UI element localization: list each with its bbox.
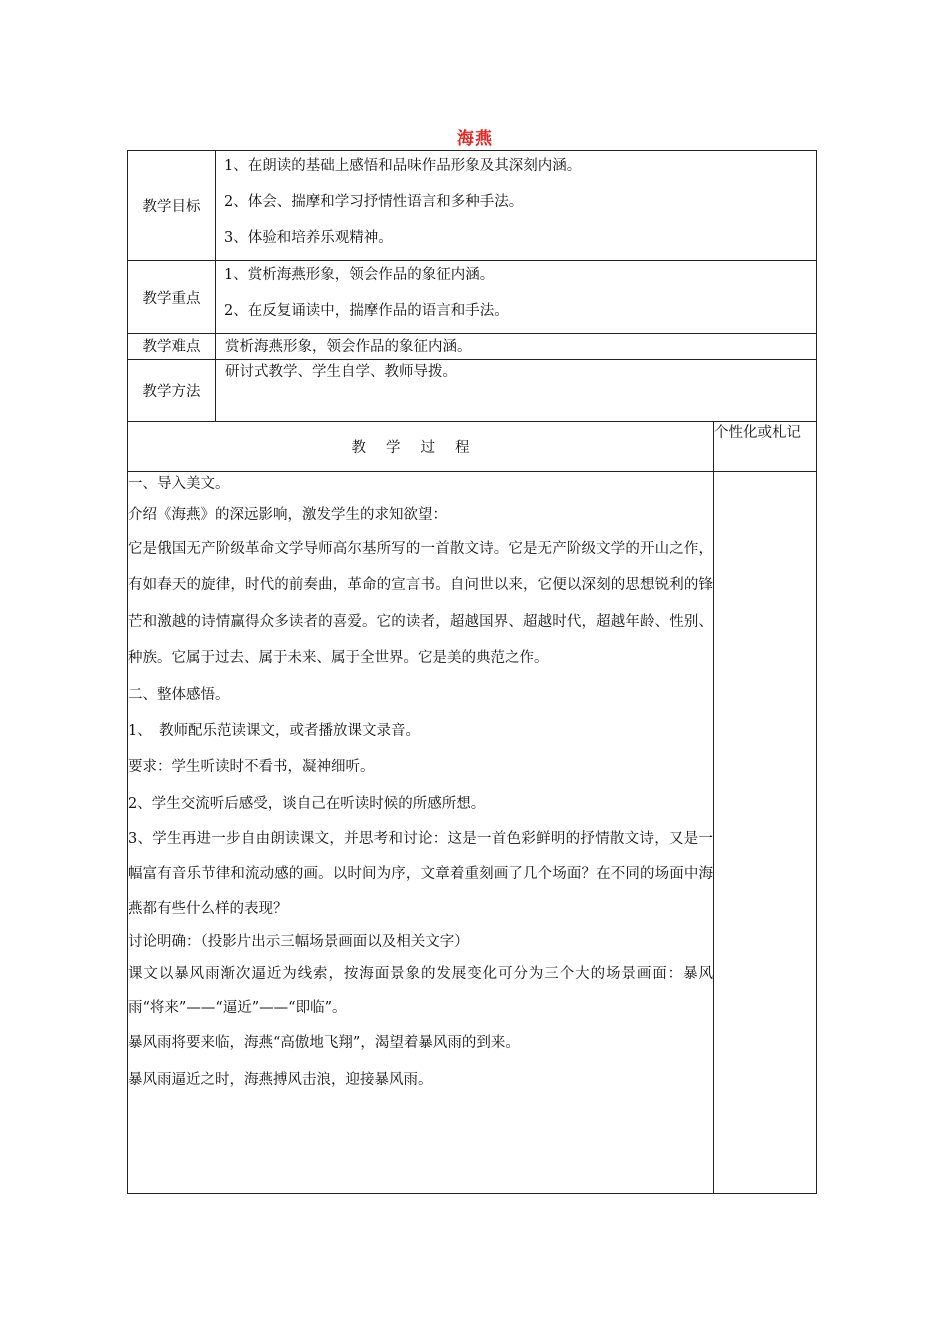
section-heading: 一、导入美文。 xyxy=(128,476,230,492)
key-point-item: 1、赏析海燕形象，领会作品的象征内涵。 xyxy=(224,267,495,283)
paragraph: 暴风雨将要来临，海燕“高傲地飞翔”，渴望着暴风雨的到来。 xyxy=(128,1035,520,1052)
objectives-content xyxy=(216,151,817,261)
paragraph: 暴风雨逼近之时，海燕搏风击浪，迎接暴风雨。 xyxy=(128,1071,433,1088)
paragraph: 1、 教师配乐范读课文，或者播放课文录音。 xyxy=(128,723,420,740)
key-point-item: 2、在反复诵读中，揣摩作品的语言和手法。 xyxy=(224,303,509,319)
objectives-row xyxy=(128,151,817,261)
notes-header: 个性化或札记 xyxy=(714,422,817,472)
objective-item: 1、在朗读的基础上感悟和品味作品形象及其深刻内涵。 xyxy=(224,158,582,174)
process-body-row xyxy=(128,472,817,1194)
difficulties-row xyxy=(128,334,817,360)
section-heading: 二、整体感悟。 xyxy=(128,686,230,703)
process-header: 教学过程 xyxy=(128,422,714,472)
paragraph: 讨论明确：（投影片出示三幅场景画面以及相关文字） xyxy=(128,934,469,951)
objectives-label: 教学目标 xyxy=(128,151,216,261)
methods-label: 教学方法 xyxy=(128,360,216,422)
paragraph: 3、学生再进一步自由朗读课文，并思考和讨论：这是一首色彩鲜明的抒情散文诗，又是一幅富有音乐节律和流动感的画。以时间为序，文章着重刻画了几个场面？在不同的场面中海燕都有些什么样的表现？ xyxy=(128,831,713,918)
methods-row xyxy=(128,360,817,422)
paragraph: 要求：学生听读时不看书，凝神细听。 xyxy=(128,759,375,776)
objective-item: 3、体验和培养乐观精神。 xyxy=(224,230,393,246)
document-title: 海燕 xyxy=(457,129,493,149)
paragraph: 2、学生交流听后感受，谈自己在听读时候的所感所想。 xyxy=(128,795,486,812)
notes-column xyxy=(714,472,817,1194)
difficulties-content xyxy=(216,334,817,360)
difficulties-label: 教学难点 xyxy=(128,334,216,360)
process-content xyxy=(128,472,714,1194)
paragraph: 介绍《海燕》的深远影响，激发学生的求知欲望： xyxy=(128,507,447,523)
methods-content xyxy=(216,360,817,422)
methods-text: 研讨式教学、学生自学、教师导拨。 xyxy=(225,364,457,380)
lesson-plan-table xyxy=(127,150,817,1194)
difficulties-text: 赏析海燕形象，领会作品的象征内涵。 xyxy=(225,339,472,355)
key-points-label: 教学重点 xyxy=(128,261,216,334)
paragraph: 课文以暴风雨渐次逼近为线索，按海面景象的发展变化可分为三个大的场景画面：暴风雨“将来”——“逼近”——“即临”。 xyxy=(128,966,713,1017)
objective-item: 2、体会、揣摩和学习抒情性语言和多种手法。 xyxy=(224,194,524,210)
key-points-content xyxy=(216,261,817,334)
process-header-row xyxy=(128,422,817,472)
paragraph: 它是俄国无产阶级革命文学导师高尔基所写的一首散文诗。它是无产阶级文学的开山之作，有如春天的旋律，时代的前奏曲，革命的宣言书。自问世以来，它便以深刻的思想锐利的锋芒和激越的诗情赢得众多读者的喜爱。它的读者，超越国界、超越时代，超越年龄、性别、种族。它属于过去、属于未来、属于全世界。它是美的典范之作。 xyxy=(128,541,713,667)
key-points-row xyxy=(128,261,817,334)
